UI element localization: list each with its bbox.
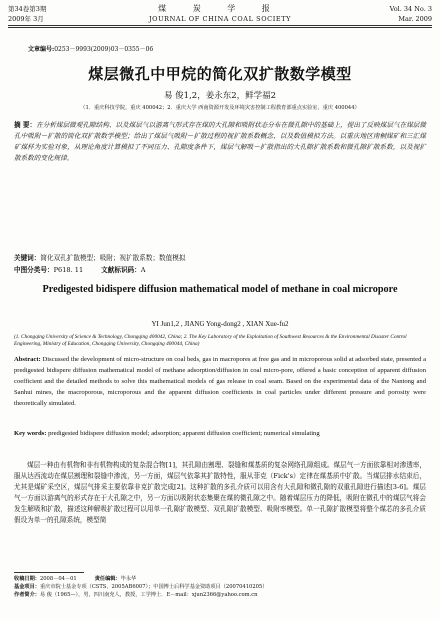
journal-name-en: JOURNAL OF CHINA COAL SOCIETY bbox=[148, 15, 292, 23]
keywords-label-en: Key words: bbox=[14, 430, 47, 437]
clc-label: 中图分类号： bbox=[14, 266, 54, 274]
abstract-label-zh: 摘 要： bbox=[14, 121, 37, 129]
editor-label: 责任编辑： bbox=[94, 576, 121, 582]
abstract-en bbox=[14, 354, 426, 409]
authors-zh: 易 俊1,2，姜永东2，鲜学福2 bbox=[163, 91, 277, 101]
body-paragraph: 煤层一种由有机物和非有机物构成的复杂混合物[1]，其孔隙由割理、裂缝和煤基质的复杂网络孔隙组成。煤层气一方面依靠相对渗透率，服从达西流动在煤层割理和裂缝中渗流，另一方面，煤层气依靠其扩散特性，服从菲克（Fick's）定律在煤基质中扩散。当煤层排水结束后，尤其是煤矿采空区，煤层气排采主要依靠非克扩散完成[2]。这种扩散的多孔介质可以用含有大孔隙和微孔隙的双重孔隙进行描述[3-6]。煤层气一方面以游离气的形式存在于大孔隙之中，另一方面以吸附状态集聚在煤的微孔隙之中。随着煤层压力的降低，吸附在微孔中的煤层气将会发生解吸和扩散，描述这种解吸扩散过程可以用单一孔隙扩散模型、双孔隙扩散模型、吸附率模型。单一孔隙扩散模型将整个煤芯的多孔介质假设为单一的孔隙系统，模型简 bbox=[14, 461, 426, 524]
journal-name-zh: 煤 炭 学 报 bbox=[158, 4, 282, 13]
fund-text: 重庆市院士基金专项（CSTS，2005AB6007）；中国博士后科学基金资助项目（20070410205） bbox=[39, 584, 268, 590]
fund-label: 基金项目： bbox=[14, 584, 40, 590]
author-info-text: 易 俊（1965—），男，四川南充人，教授，工学博士．E－mail：xjun2366@yahoo.com.cn bbox=[39, 592, 258, 598]
doc-code-label: 文献标识码： bbox=[101, 266, 141, 274]
received-date: 2008－04－01 bbox=[39, 576, 77, 582]
abstract-label-en: Abstract: bbox=[14, 356, 41, 363]
keywords-text-en: predigested bidispere diffusion model; adsorption; apparent diffusion coefficient; numerical simulating bbox=[48, 430, 320, 437]
article-number-label: 文章编号: bbox=[28, 46, 55, 53]
date-zh: 2009年 3月 bbox=[8, 15, 44, 23]
article-number-value: 0253－9993(2009)03－0355－06 bbox=[54, 46, 154, 53]
volume-issue-en: Vol. 34 No. 3 bbox=[389, 5, 432, 13]
volume-issue-zh: 第34卷第3期 bbox=[8, 5, 47, 13]
keywords-text-zh: 简化双孔扩散模型；吸附；视扩散系数；数值模拟 bbox=[40, 254, 186, 262]
editor-name: 毕永华 bbox=[120, 576, 137, 582]
classification-zh bbox=[14, 264, 146, 274]
affiliation-en: (1. Chongqing University of Science & Technology, Chongqing 400042, China; 2. The Key Laboratory of the Exploitation of Southwest Resources & the Environmental Disaster Control Engineering, Ministry of Education, Chongqing University, Chongqing 400044, China) bbox=[14, 334, 407, 347]
author-info-label: 作者简介： bbox=[14, 592, 40, 598]
footnote-rule bbox=[14, 572, 84, 573]
footnote-fund bbox=[14, 583, 426, 591]
abstract-text-en: Discussed the development of micro-structure on coal beds, gas in macropores at free gas and in microporous solid at adsorbed state, presented a predigested bidispere diffusion mathematical model of methane adsorption/diffusion in coal micro-pore, offered a basic conception of apparent diffusion coefficient and the detailed methods to solve this mathematical models of gas release in coal seam. Based on the experimental data of the Nantong and Sanhui mines, the macroporous, microporous and the apparent diffusion coefficients in coal particles under different pressure and porosity were theoretically simulated. bbox=[14, 356, 426, 407]
keywords-en bbox=[14, 428, 426, 439]
abstract-text-zh: 在分析煤层微观孔隙结构、以及煤层气以游离气形式存在煤的大孔隙和吸附状态分布在微孔隙中的基础上，提出了反映煤层气在煤层微孔中吸附－扩散的简化双扩散数学模型；给出了煤层气吸附－扩散过程的视扩散系数概念，以及数值模拟方法。以重庆地区南桐煤矿和三汇煤矿煤样为实验对象，从理论角度计算模拟了不同压力、孔隙度条件下，煤层气解吸－扩散指出的大孔隙扩散系数和微孔隙扩散系数，以及视扩散系数的变化规律。 bbox=[14, 121, 427, 162]
affiliation-zh: （1．重庆科技学院，重庆 400042；2．重庆大学 西南资源开发及环境灾害控制工程教育部重点实验室，重庆 400044） bbox=[80, 105, 360, 111]
doc-code-value: A bbox=[140, 266, 146, 274]
footnote-author bbox=[14, 591, 426, 599]
date-en: Mar. 2009 bbox=[398, 15, 432, 23]
paper-title-en: Predigested bidispere diffusion mathematical model of methane in coal micropore bbox=[42, 284, 398, 295]
paper-title-zh: 煤层微孔中甲烷的简化双扩散数学模型 bbox=[88, 65, 352, 83]
header-rule-secondary bbox=[8, 27, 432, 28]
clc-value: P618. 11 bbox=[53, 266, 84, 274]
received-label: 收稿日期： bbox=[14, 576, 40, 582]
authors-en: YI Jun1,2 , JIANG Yong-dong2 , XIAN Xue-fu2 bbox=[151, 320, 289, 328]
header-rule bbox=[8, 25, 432, 26]
article-number bbox=[28, 44, 153, 53]
keywords-zh bbox=[14, 252, 185, 262]
keywords-label-zh: 关键词： bbox=[14, 254, 41, 262]
footnote-received bbox=[14, 575, 426, 583]
abstract-zh bbox=[14, 120, 426, 164]
footnote bbox=[14, 575, 426, 599]
